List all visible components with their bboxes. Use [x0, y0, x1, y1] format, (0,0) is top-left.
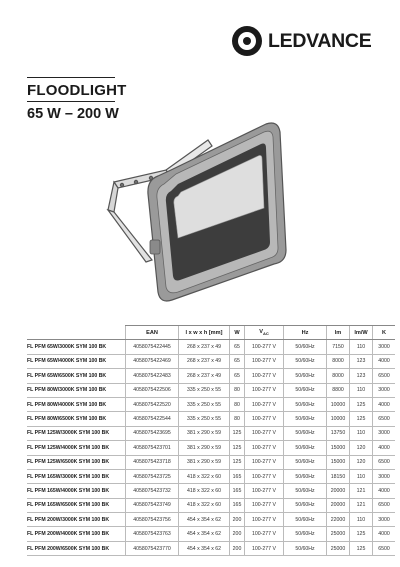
frequency-cell: 50/60Hz [284, 498, 327, 512]
watt-cell: 80 [230, 412, 245, 426]
efficacy-cell: 120 [350, 455, 373, 469]
voltage-cell: 100-277 V [245, 455, 284, 469]
header-voltage-v: V [259, 329, 263, 336]
efficacy-cell: 121 [350, 498, 373, 512]
lumen-cell: 20000 [327, 484, 350, 498]
frequency-cell: 50/60Hz [284, 412, 327, 426]
frequency-cell: 50/60Hz [284, 455, 327, 469]
kelvin-cell: 4000 [373, 484, 396, 498]
dimensions-cell: 268 x 237 x 49 [179, 369, 230, 383]
efficacy-cell: 123 [350, 369, 373, 383]
ean-cell: 4058075422483 [126, 369, 179, 383]
voltage-cell: 100-277 V [245, 469, 284, 483]
kelvin-cell: 6500 [373, 455, 396, 469]
lumen-cell: 7150 [327, 340, 350, 354]
frequency-cell: 50/60Hz [284, 354, 327, 368]
lumen-cell: 13750 [327, 426, 350, 440]
lumen-cell: 15000 [327, 441, 350, 455]
header-lumen: lm [327, 326, 350, 340]
efficacy-cell: 125 [350, 397, 373, 411]
table-header-row [27, 326, 395, 340]
product-name: FL PFM 65W/4000K SYM 100 BK [27, 354, 126, 368]
efficacy-cell: 125 [350, 541, 373, 555]
product-name: FL PFM 80W/4000K SYM 100 BK [27, 397, 126, 411]
brand-logo [232, 26, 371, 56]
dimensions-cell: 335 x 250 x 55 [179, 383, 230, 397]
table-header-blank [27, 326, 126, 340]
watt-cell: 80 [230, 383, 245, 397]
voltage-cell: 100-277 V [245, 383, 284, 397]
watt-cell: 200 [230, 541, 245, 555]
frequency-cell: 50/60Hz [284, 541, 327, 555]
table-row [27, 484, 395, 498]
table-row [27, 397, 395, 411]
lumen-cell: 8000 [327, 369, 350, 383]
dimensions-cell: 335 x 250 x 55 [179, 397, 230, 411]
voltage-cell: 100-277 V [245, 484, 284, 498]
efficacy-cell: 121 [350, 484, 373, 498]
dimensions-cell: 381 x 290 x 59 [179, 441, 230, 455]
efficacy-cell: 110 [350, 383, 373, 397]
kelvin-cell: 6500 [373, 412, 396, 426]
ean-cell: 4058075423695 [126, 426, 179, 440]
frequency-cell: 50/60Hz [284, 527, 327, 541]
ean-cell: 4058075422544 [126, 412, 179, 426]
voltage-cell: 100-277 V [245, 340, 284, 354]
dimensions-cell: 381 x 290 x 59 [179, 455, 230, 469]
table-row [27, 541, 395, 555]
ean-cell: 4058075423770 [126, 541, 179, 555]
table-row [27, 412, 395, 426]
watt-cell: 200 [230, 513, 245, 527]
table-row [27, 513, 395, 527]
ean-cell: 4058075423725 [126, 469, 179, 483]
table-row [27, 383, 395, 397]
dimensions-cell: 454 x 354 x 62 [179, 513, 230, 527]
watt-cell: 125 [230, 441, 245, 455]
product-name: FL PFM 200W/3000K SYM 100 BK [27, 513, 126, 527]
voltage-cell: 100-277 V [245, 541, 284, 555]
efficacy-cell: 120 [350, 441, 373, 455]
page-subtitle: 65 W – 200 W [27, 106, 119, 122]
voltage-cell: 100-277 V [245, 513, 284, 527]
dimensions-cell: 418 x 322 x 60 [179, 498, 230, 512]
ean-cell: 4058075423763 [126, 527, 179, 541]
kelvin-cell: 6500 [373, 541, 396, 555]
kelvin-cell: 3000 [373, 426, 396, 440]
lumen-cell: 25000 [327, 527, 350, 541]
kelvin-cell: 4000 [373, 354, 396, 368]
watt-cell: 165 [230, 484, 245, 498]
kelvin-cell: 4000 [373, 441, 396, 455]
header-hz: Hz [284, 326, 327, 340]
table-row [27, 340, 395, 354]
watt-cell: 65 [230, 369, 245, 383]
voltage-cell: 100-277 V [245, 412, 284, 426]
voltage-cell: 100-277 V [245, 397, 284, 411]
kelvin-cell: 4000 [373, 527, 396, 541]
frequency-cell: 50/60Hz [284, 426, 327, 440]
voltage-cell: 100-277 V [245, 527, 284, 541]
product-name: FL PFM 165W/3000K SYM 100 BK [27, 469, 126, 483]
efficacy-cell: 110 [350, 469, 373, 483]
lumen-cell: 15000 [327, 455, 350, 469]
frequency-cell: 50/60Hz [284, 513, 327, 527]
dimensions-cell: 268 x 237 x 49 [179, 340, 230, 354]
title-top-rule [27, 77, 115, 78]
frequency-cell: 50/60Hz [284, 369, 327, 383]
frequency-cell: 50/60Hz [284, 340, 327, 354]
product-name: FL PFM 125W/4000K SYM 100 BK [27, 441, 126, 455]
voltage-cell: 100-277 V [245, 426, 284, 440]
efficacy-cell: 123 [350, 354, 373, 368]
product-name: FL PFM 65W/6500K SYM 100 BK [27, 369, 126, 383]
efficacy-cell: 110 [350, 426, 373, 440]
ean-cell: 4058075423756 [126, 513, 179, 527]
table-row [27, 426, 395, 440]
product-spec-table [27, 325, 395, 556]
header-watt: W [230, 326, 245, 340]
kelvin-cell: 6500 [373, 498, 396, 512]
ean-cell: 4058075423732 [126, 484, 179, 498]
lumen-cell: 8800 [327, 383, 350, 397]
ean-cell: 4058075422520 [126, 397, 179, 411]
lumen-cell: 10000 [327, 397, 350, 411]
ean-cell: 4058075423718 [126, 455, 179, 469]
table-row [27, 527, 395, 541]
dimensions-cell: 454 x 354 x 62 [179, 527, 230, 541]
table-row [27, 354, 395, 368]
dimensions-cell: 268 x 237 x 49 [179, 354, 230, 368]
dimensions-cell: 335 x 250 x 55 [179, 412, 230, 426]
dimensions-cell: 381 x 290 x 59 [179, 426, 230, 440]
efficacy-cell: 110 [350, 513, 373, 527]
kelvin-cell: 4000 [373, 397, 396, 411]
title-bottom-rule [27, 101, 115, 102]
product-name: FL PFM 165W/6500K SYM 100 BK [27, 498, 126, 512]
efficacy-cell: 110 [350, 340, 373, 354]
lumen-cell: 22000 [327, 513, 350, 527]
dimensions-cell: 454 x 354 x 62 [179, 541, 230, 555]
voltage-cell: 100-277 V [245, 441, 284, 455]
table-row [27, 498, 395, 512]
kelvin-cell: 3000 [373, 469, 396, 483]
header-kelvin: K [373, 326, 396, 340]
header-efficacy: lm/W [350, 326, 373, 340]
ean-cell: 4058075423749 [126, 498, 179, 512]
page-title: FLOODLIGHT [27, 82, 127, 99]
brand-name: LEDVANCE [268, 29, 372, 52]
floodlight-product-illustration [96, 122, 296, 308]
lumen-cell: 8000 [327, 354, 350, 368]
watt-cell: 165 [230, 469, 245, 483]
voltage-cell: 100-277 V [245, 369, 284, 383]
lumen-cell: 10000 [327, 412, 350, 426]
product-name: FL PFM 80W/3000K SYM 100 BK [27, 383, 126, 397]
header-ean: EAN [126, 326, 179, 340]
product-name: FL PFM 65W/3000K SYM 100 BK [27, 340, 126, 354]
watt-cell: 80 [230, 397, 245, 411]
frequency-cell: 50/60Hz [284, 383, 327, 397]
table-row [27, 369, 395, 383]
ledvance-logo-icon [232, 26, 262, 56]
voltage-cell: 100-277 V [245, 498, 284, 512]
watt-cell: 125 [230, 426, 245, 440]
ean-cell: 4058075422469 [126, 354, 179, 368]
kelvin-cell: 3000 [373, 513, 396, 527]
watt-cell: 200 [230, 527, 245, 541]
product-name: FL PFM 165W/4000K SYM 100 BK [27, 484, 126, 498]
frequency-cell: 50/60Hz [284, 397, 327, 411]
dimensions-cell: 418 x 322 x 60 [179, 484, 230, 498]
product-name: FL PFM 200W/6500K SYM 100 BK [27, 541, 126, 555]
kelvin-cell: 3000 [373, 383, 396, 397]
table-row [27, 441, 395, 455]
product-name: FL PFM 125W/3000K SYM 100 BK [27, 426, 126, 440]
watt-cell: 65 [230, 340, 245, 354]
ean-cell: 4058075422506 [126, 383, 179, 397]
header-voltage-ac: AC [262, 331, 269, 337]
voltage-cell: 100-277 V [245, 354, 284, 368]
watt-cell: 125 [230, 455, 245, 469]
table-row [27, 455, 395, 469]
header-voltage [245, 326, 284, 340]
frequency-cell: 50/60Hz [284, 441, 327, 455]
product-name: FL PFM 125W/6500K SYM 100 BK [27, 455, 126, 469]
watt-cell: 165 [230, 498, 245, 512]
frequency-cell: 50/60Hz [284, 469, 327, 483]
efficacy-cell: 125 [350, 527, 373, 541]
lumen-cell: 20000 [327, 498, 350, 512]
table-row [27, 469, 395, 483]
product-name: FL PFM 80W/6500K SYM 100 BK [27, 412, 126, 426]
lumen-cell: 18150 [327, 469, 350, 483]
frequency-cell: 50/60Hz [284, 484, 327, 498]
lumen-cell: 25000 [327, 541, 350, 555]
dimensions-cell: 418 x 322 x 60 [179, 469, 230, 483]
kelvin-cell: 3000 [373, 340, 396, 354]
header-dimensions: l x w x h [mm] [179, 326, 230, 340]
kelvin-cell: 6500 [373, 369, 396, 383]
watt-cell: 65 [230, 354, 245, 368]
ean-cell: 4058075422445 [126, 340, 179, 354]
product-name: FL PFM 200W/4000K SYM 100 BK [27, 527, 126, 541]
ean-cell: 4058075423701 [126, 441, 179, 455]
efficacy-cell: 125 [350, 412, 373, 426]
